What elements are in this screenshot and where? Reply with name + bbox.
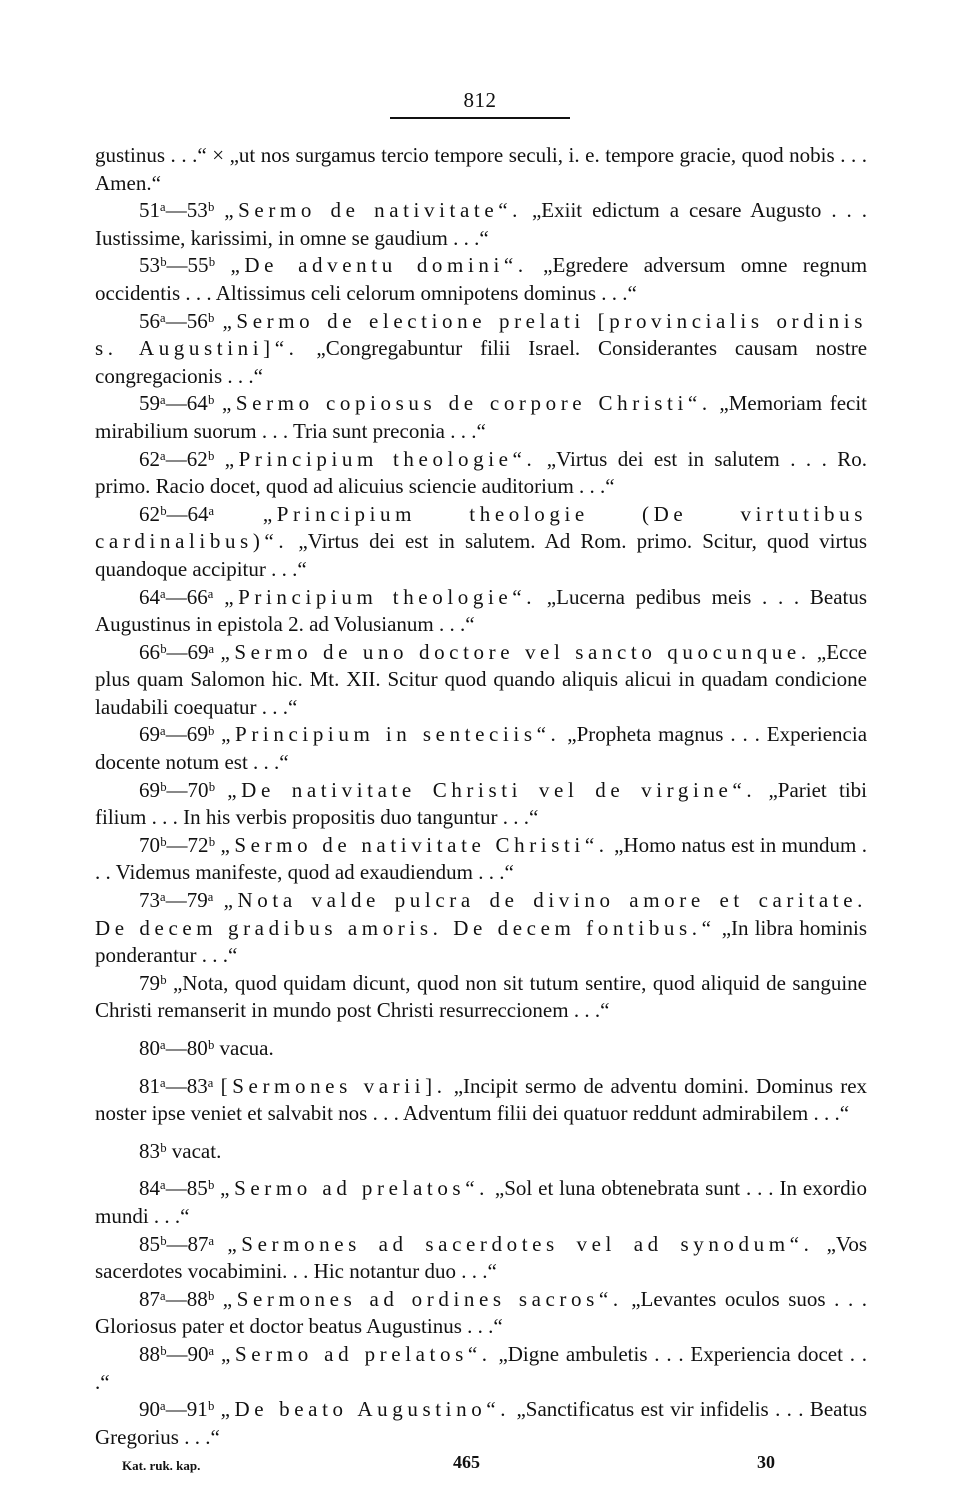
entry-title: „Principium theologie (De virtutibus cardinalibus)“. <box>95 501 867 554</box>
entry-title: „Sermo de nativitate“. <box>224 198 523 223</box>
catalog-entry <box>95 197 867 252</box>
entry-text: „Levantes oculos suos . . . Gloriosus pater et doctor beatus Augustinus . . .“ <box>95 1286 867 1339</box>
entry-title: „Principium theologie“. <box>224 446 537 471</box>
folio-reference: 51ᵃ—53ᵇ <box>139 198 215 223</box>
entry-text: vacua. <box>219 1036 274 1060</box>
catalog-entry <box>95 1073 867 1128</box>
entry-title: [Sermones varii]. <box>220 1073 447 1098</box>
entry-title: „De adventu domini“. <box>230 253 528 278</box>
catalog-entry <box>95 1396 867 1451</box>
entry-text: „Sanctificatus est vir infidelis . . . Beatus Gregorius . . .“ <box>95 1397 868 1449</box>
entry-title: „Sermones ad sacerdotes vel ad synodum“. <box>227 1231 814 1256</box>
entry-text: „Ecce plus quam Salomon hic. Mt. XII. Scitur quod quando aliquis alicui in quadam condicione laudabili coequatur . . .“ <box>95 639 868 719</box>
entry-text: „Incipit sermo de adventu domini. Dominus rex noster ipse veniet et salvabit nos . . . Adventum filii dei quatuor reddunt admirabilem . . .“ <box>95 1073 868 1126</box>
catalog-entry <box>95 1035 867 1063</box>
entry-text: „Propheta magnus . . . Experiencia docente notum est . . .“ <box>95 722 868 775</box>
folio-reference: 56ᵃ—56ᵇ <box>139 308 215 333</box>
folio-reference: 88ᵇ—90ᵃ <box>139 1341 215 1366</box>
entry-title: „Sermones ad ordines sacros“. <box>222 1286 623 1311</box>
entry-text: „Egredere adversum omne regnum occidentis . . . Altissimus celi celorum omnipotens dominus . . .“ <box>95 253 868 305</box>
folio-reference: 90ᵃ—91ᵇ <box>139 1397 215 1422</box>
entry-title: „Sermo de electione prelati [provincialis ordinis s. Augustini]“. <box>95 308 867 361</box>
page-number: 812 <box>463 88 497 112</box>
catalog-entry <box>95 142 867 197</box>
folio-reference: 84ᵃ—85ᵇ <box>139 1176 215 1201</box>
catalog-entry <box>95 308 867 391</box>
catalog-entry <box>95 1341 867 1396</box>
entry-text: „Virtus dei est in salutem. Ad Rom. primo. Scitur, quod virtus quandoque accipitur . . .“ <box>95 529 867 581</box>
entry-title: „Sermo de uno doctore vel sancto quocunque. <box>220 639 811 664</box>
folio-reference: 59ᵃ—64ᵇ <box>139 391 215 416</box>
folio-reference: 80ᵃ—80ᵇ <box>139 1036 215 1060</box>
catalog-entry <box>95 777 867 832</box>
entry-text: „Pariet tibi filium . . . In his verbis propositis duo tanguntur . . .“ <box>95 777 867 830</box>
catalog-entry <box>95 584 867 639</box>
entry-text: „Congregabuntur filii Israel. Considerantes causam nostre congregacionis . . .“ <box>95 336 868 388</box>
entry-text: „Vos sacerdotes vocabimini. . . Hic notantur duo . . .“ <box>95 1231 868 1284</box>
entry-title: „Principium theologie“. <box>224 584 537 609</box>
folio-reference: 69ᵇ—70ᵇ <box>139 777 216 802</box>
folio-reference: 53ᵇ—55ᵇ <box>139 253 216 278</box>
footer-sheet-number: 465 <box>453 1452 480 1472</box>
entry-text: „Virtus dei est in salutem . . . Ro. primo. Racio docet, quod ad alicuius sciencie auditorium . . .“ <box>95 446 868 499</box>
entry-title: „Sermo copiosus de corpore Christi“. <box>221 391 712 416</box>
entry-title: „Sermo ad prelatos“. <box>221 1341 492 1366</box>
entry-title: „Sermo de nativitate Christi“. <box>220 832 609 857</box>
entry-text: „Lucerna pedibus meis . . . Beatus Augustinus in epistola 2. ad Volusianum . . .“ <box>95 584 868 637</box>
entry-text: „Nota, quod quidam dicunt, quod non sit tutum sentire, quod aliquid de sanguine Christi remanserit in mundo post Christi resurreccionem . . .“ <box>95 970 867 1023</box>
folio-reference: 62ᵇ—64ᵃ <box>139 501 215 526</box>
folio-reference: 79ᵇ <box>139 970 167 995</box>
folio-reference: 81ᵃ—83ᵃ <box>139 1073 214 1098</box>
folio-reference: 62ᵃ—62ᵇ <box>139 446 215 471</box>
entry-text: vacat. <box>171 1138 222 1163</box>
entry-text: „Sol et luna obtenebrata sunt . . . In exordio mundi . . .“ <box>95 1176 867 1228</box>
folio-reference: 64ᵃ—66ᵃ <box>139 584 214 609</box>
folio-reference: 70ᵇ—72ᵇ <box>139 832 216 857</box>
catalog-entry <box>95 1286 867 1341</box>
folio-reference: 83ᵇ <box>139 1138 167 1163</box>
folio-reference: 69ᵃ—69ᵇ <box>139 722 215 747</box>
catalog-entry <box>95 446 867 501</box>
catalog-entry <box>95 1231 867 1286</box>
header-rule <box>390 117 570 119</box>
entry-title: „De beato Augustino“. <box>220 1397 511 1422</box>
entry-title: „De nativitate Christi vel de virgine“. <box>227 777 757 802</box>
footer-signature-number: 30 <box>757 1452 775 1472</box>
entry-text: „Exiit edictum a cesare Augusto . . . Iustissime, karissimi, in omne se gaudium . . .“ <box>95 198 868 250</box>
entry-text: „Homo natus est in mundum . . . Videmus manifeste, quod ad exaudiendum . . .“ <box>95 832 868 885</box>
catalog-entry <box>95 390 867 445</box>
folio-reference: 66ᵇ—69ᵃ <box>139 639 215 664</box>
entry-title: „Principium in senteciis“. <box>221 722 561 747</box>
catalog-text <box>95 142 867 1451</box>
entry-title: „Sermo ad prelatos“. <box>220 1176 489 1201</box>
footer-catalog-abbrev: Kat. ruk. kap. <box>122 1458 201 1473</box>
folio-reference: 85ᵇ—87ᵃ <box>139 1231 215 1256</box>
catalog-entry <box>95 832 867 887</box>
entry-text: gustinus . . .“ × „ut nos surgamus tercio tempore seculi, i. e. tempore gracie, quod nobis . . . Amen.“ <box>95 143 867 195</box>
entry-text: „Digne ambuletis . . . Experiencia docet . . .“ <box>95 1341 868 1394</box>
catalog-entry <box>95 970 867 1025</box>
entry-text: „Memoriam fecit mirabilium suorum . . . Tria sunt preconia . . .“ <box>95 391 868 443</box>
catalog-entry <box>95 501 867 584</box>
folio-reference: 73ᵃ—79ᵃ <box>139 888 214 913</box>
catalog-entry <box>95 1175 867 1230</box>
catalog-entry <box>95 1138 867 1166</box>
catalog-entry <box>95 887 867 970</box>
entry-title: „Nota valde pulcra de divino amore et caritate. De decem gradibus amoris. De decem fontibus.“ <box>95 888 867 940</box>
catalog-entry <box>95 721 867 776</box>
entry-text: „In libra hominis ponderantur . . .“ <box>95 915 867 968</box>
folio-reference: 87ᵃ—88ᵇ <box>139 1286 215 1311</box>
catalog-entry <box>95 252 867 307</box>
page-footer <box>0 1452 960 1482</box>
catalog-entry <box>95 639 867 722</box>
